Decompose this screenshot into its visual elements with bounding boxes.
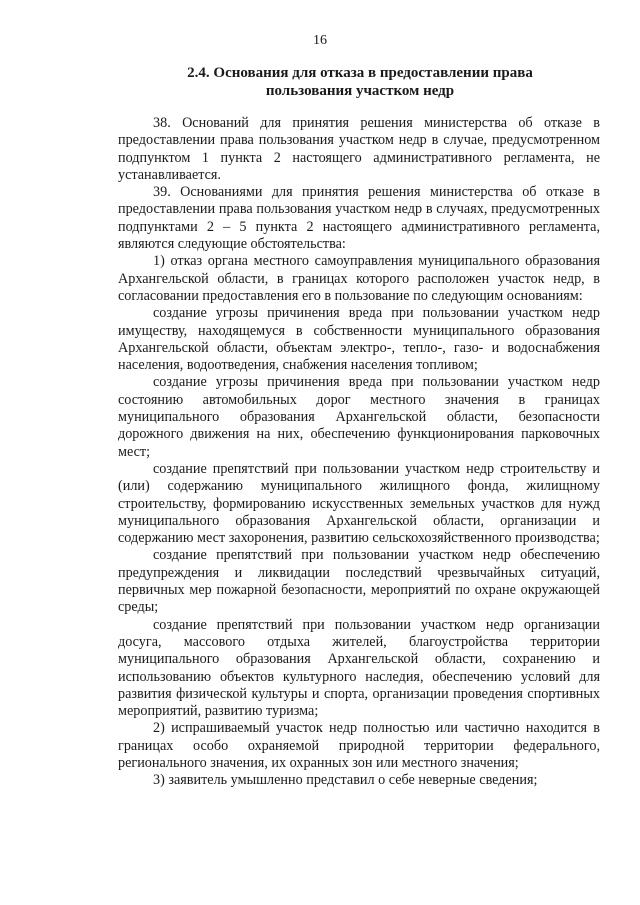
sub-item-housing-obstacles: создание препятствий при пользовании участком недр строительству и (или) содержанию муниципального жилищного фонда, жилищному строительству, формированию искусственных земельных участков для нужд муниципального образования Архангельской области, организации и содержанию мест захоронения, развитию сельскохозяйственного производства; <box>118 460 600 547</box>
page-number: 16 <box>313 33 327 48</box>
sub-item-roads-harm: создание угрозы причинения вреда при пользовании участком недр состоянию автомобильных дорог местного значения в границах муниципального образования Архангельской области, безопасности дорожного движения на них, обеспечению функционирования парковочных мест; <box>118 374 600 460</box>
paragraph-39: 39. Основаниями для принятия решения министерства об отказе в предоставлении права пользования участком недр в случаях, предусмотренных подпунктами 2 – 5 пункта 2 настоящего административного регламента, являются следующие обстоятельства: <box>118 184 600 253</box>
sub-item-property-harm: создание угрозы причинения вреда при пользовании участком недр имуществу, находящемуся в собственности муниципального образования Архангельской области, объектам электро-, тепло-, газо- и водоснабжения населения, водоотведения, снабжения населения топливом; <box>118 305 600 374</box>
sub-item-leisure-obstacles: создание препятствий при пользовании участком недр организации досуга, массового отдыха жителей, благоустройства территории муниципального образования Архангельской области, сохранению и использованию объектов культурного наследия, обеспечению условий для развития физической культуры и спорта, организации проведения спортивных мероприятий, развитию туризма; <box>118 616 600 720</box>
section-heading-line-1: 2.4. Основания для отказа в предоставлении права <box>187 65 533 81</box>
section-heading-line-2: пользования участком недр <box>265 83 455 99</box>
list-item-2: 2) испрашиваемый участок недр полностью или частично находится в границах особо охраняемой природной территории федерального, регионального значения, их охранных зон или местного значения; <box>118 720 600 771</box>
section-heading <box>120 64 600 100</box>
list-item-1: 1) отказ органа местного самоуправления муниципального образования Архангельской области, в границах которого расположен участок недр, в согласовании предоставления его в пользование по следующим основаниям: <box>118 253 600 304</box>
list-item-3: 3) заявитель умышленно представил о себе неверные сведения; <box>153 772 538 789</box>
sub-item-emergency-obstacles: создание препятствий при пользовании участком недр обеспечению предупреждения и ликвидации последствий чрезвычайных ситуаций, первичных мер пожарной безопасности, мероприятий по охране окружающей среды; <box>118 547 600 616</box>
paragraph-38: 38. Оснований для принятия решения министерства об отказе в предоставлении права пользования участком недр в случае, предусмотренном подпунктом 1 пункта 2 настоящего административного регламента, не устанавливается. <box>118 115 600 183</box>
document-body <box>118 115 600 790</box>
